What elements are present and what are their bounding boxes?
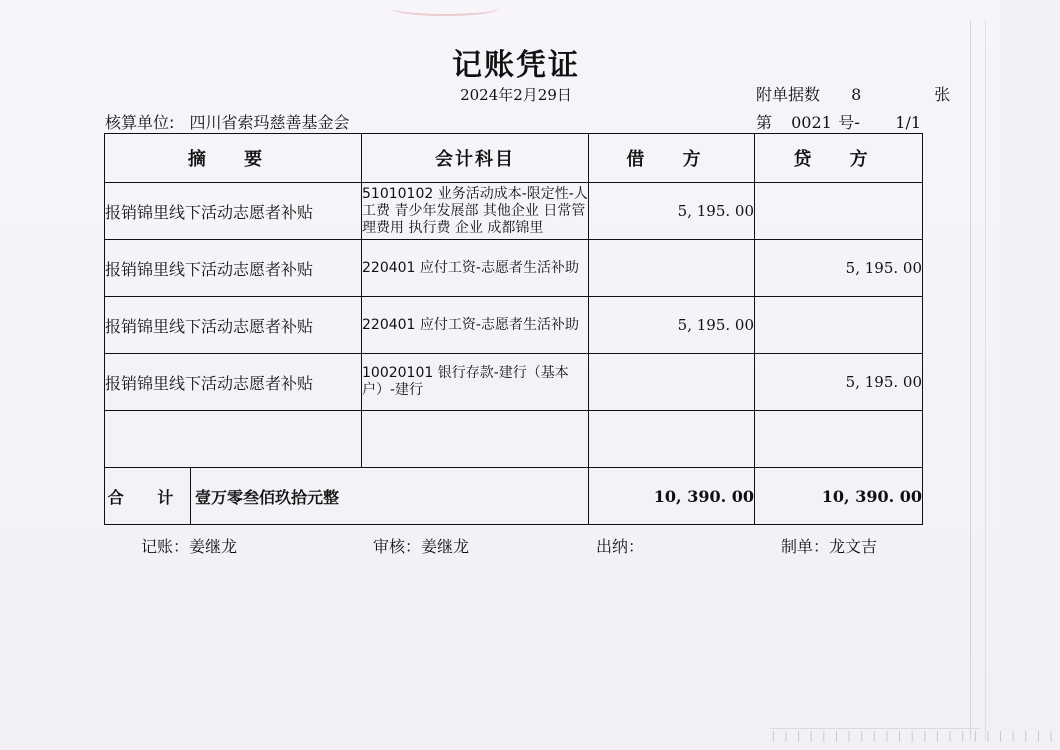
accounting-unit bbox=[105, 110, 350, 133]
total-credit: 10, 390. 00 bbox=[755, 468, 923, 525]
table-row bbox=[105, 240, 923, 297]
stamp-mark bbox=[390, 0, 500, 16]
row-debit: 5, 195. 00 bbox=[589, 297, 755, 354]
voucher-number-suffix: 号- bbox=[838, 113, 860, 132]
accounting-unit-name: 四川省索玛慈善基金会 bbox=[189, 113, 350, 132]
voucher-page: 1/1 bbox=[895, 113, 922, 132]
row-credit bbox=[755, 183, 923, 240]
row-account: 220401 应付工资-志愿者生活补助 bbox=[362, 240, 589, 297]
voucher-date: 2024年2月29日 bbox=[460, 86, 572, 104]
table-row bbox=[105, 354, 923, 411]
row-summary: 报销锦里线下活动志愿者补贴 bbox=[105, 240, 362, 297]
row-debit: 5, 195. 00 bbox=[589, 183, 755, 240]
row-debit bbox=[589, 411, 755, 468]
paper-edge-lines bbox=[970, 20, 986, 740]
row-credit: 5, 195. 00 bbox=[755, 354, 923, 411]
attachments-label: 附单据数 bbox=[756, 85, 821, 104]
total-label: 合 计 bbox=[105, 468, 191, 524]
row-summary: 报销锦里线下活动志愿者补贴 bbox=[105, 183, 362, 240]
table-header-row bbox=[105, 134, 923, 183]
voucher-table bbox=[104, 133, 923, 525]
signature-cashier: 出纳： bbox=[596, 537, 645, 556]
total-row bbox=[105, 468, 923, 525]
total-debit: 10, 390. 00 bbox=[589, 468, 755, 525]
voucher-number-value: 0021 bbox=[791, 113, 832, 132]
voucher-number-prefix: 第 bbox=[756, 113, 773, 132]
attachments-info bbox=[756, 82, 950, 105]
attachments-unit: 张 bbox=[934, 85, 951, 104]
signature-bookkeeper: 记账：姜继龙 bbox=[141, 537, 238, 556]
row-debit bbox=[589, 354, 755, 411]
paper-bottom-marks: ||||||||||||||||||||||| bbox=[770, 729, 1060, 742]
signature-reviewer: 审核：姜继龙 bbox=[373, 537, 470, 556]
row-credit bbox=[755, 297, 923, 354]
row-credit bbox=[755, 411, 923, 468]
row-account: 51010102 业务活动成本-限定性-人工费 青少年发展部 其他企业 日常管理费用 执行费 企业 成都锦里 bbox=[362, 183, 589, 240]
row-summary: 报销锦里线下活动志愿者补贴 bbox=[105, 297, 362, 354]
table-row bbox=[105, 297, 923, 354]
accounting-unit-label: 核算单位: bbox=[105, 113, 175, 132]
row-debit bbox=[589, 240, 755, 297]
row-account bbox=[362, 411, 589, 468]
table-row-empty bbox=[105, 411, 923, 468]
attachments-count: 8 bbox=[851, 85, 862, 104]
total-left-cell bbox=[105, 468, 589, 525]
signature-preparer: 制单：龙文吉 bbox=[781, 537, 878, 556]
row-account: 220401 应付工资-志愿者生活补助 bbox=[362, 297, 589, 354]
header-summary: 摘 要 bbox=[105, 134, 362, 183]
voucher-title: 记账凭证 bbox=[452, 48, 580, 83]
row-account: 10020101 银行存款-建行（基本户）-建行 bbox=[362, 354, 589, 411]
header-credit: 贷 方 bbox=[755, 134, 923, 183]
total-words: 壹万零叁佰玖拾元整 bbox=[195, 487, 340, 507]
voucher-number bbox=[756, 110, 921, 133]
row-summary bbox=[105, 411, 362, 468]
row-summary: 报销锦里线下活动志愿者补贴 bbox=[105, 354, 362, 411]
header-account: 会计科目 bbox=[362, 134, 589, 183]
row-credit: 5, 195. 00 bbox=[755, 240, 923, 297]
header-debit: 借 方 bbox=[589, 134, 755, 183]
table-row bbox=[105, 183, 923, 240]
